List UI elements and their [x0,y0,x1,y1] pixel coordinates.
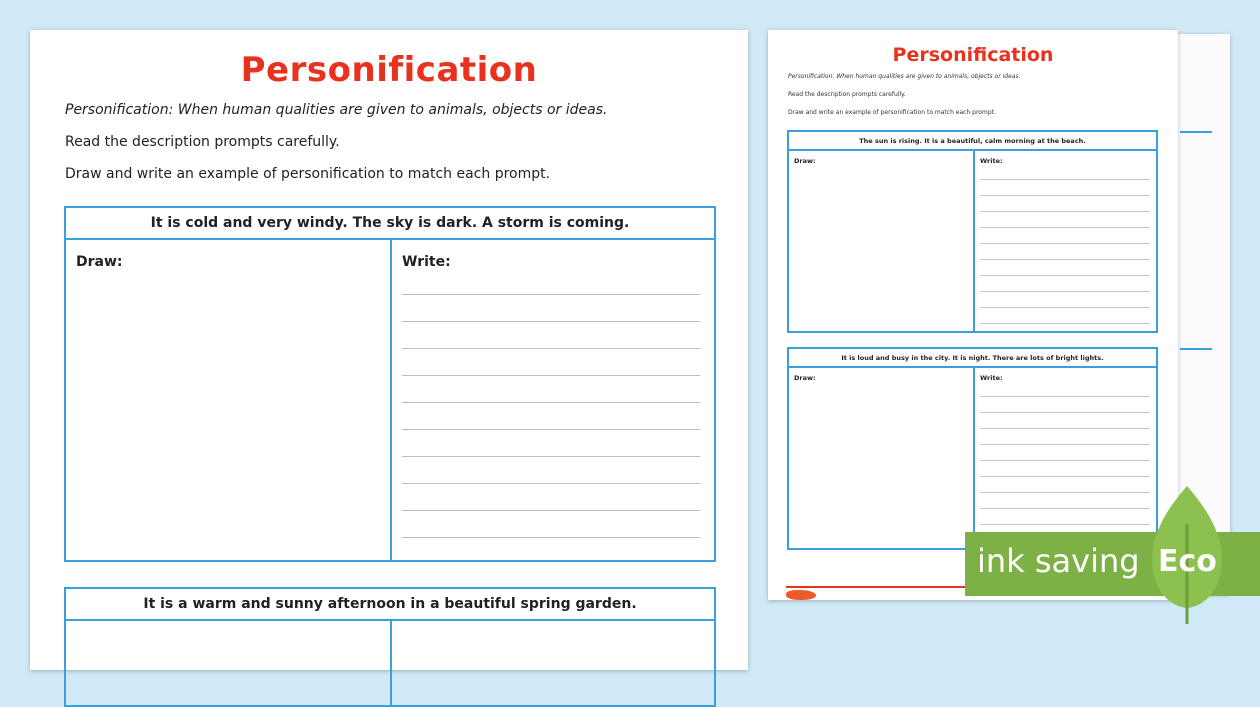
preview-instruction-read: Read the description prompts carefully. [788,91,906,98]
instruction-draw-write: Draw and write an example of personification to match each prompt. [65,166,551,182]
definition-text: Personification: When human qualities are given to animals, objects or ideas. [65,102,608,118]
preview-write-label: Write: [980,374,1003,382]
preview-write-area [975,151,1156,331]
preview-prompt-box-1 [787,130,1158,333]
writing-line [402,456,700,457]
publisher-logo-icon [786,590,816,600]
preview-write-label: Write: [980,157,1003,165]
writing-line [980,179,1150,180]
writing-line [980,508,1150,509]
writing-line [980,211,1150,212]
writing-line [980,291,1150,292]
back-box-edge [1180,348,1212,350]
writing-line [980,524,1150,525]
eco-label: Eco [1158,544,1217,579]
writing-line [980,259,1150,260]
preview-prompt-text: It is loud and busy in the city. It is night. There are lots of bright lights. [789,349,1156,368]
writing-line [402,321,700,322]
preview-draw-area [789,151,975,331]
back-box-edge [1180,131,1212,133]
draw-label: Draw: [76,254,123,270]
write-label: Write: [402,254,451,270]
worksheet-title: Personification [240,50,538,90]
writing-line [402,537,700,538]
writing-line [402,429,700,430]
prompt-box-2 [64,587,716,707]
preview-definition: Personification: When human qualities are given to animals, objects or ideas. [788,73,1021,80]
prompt-text: It is a warm and sunny afternoon in a beautiful spring garden. [66,589,714,621]
writing-line [980,428,1150,429]
writing-line [402,294,700,295]
writing-line [980,243,1150,244]
write-area[interactable] [392,621,714,705]
write-area[interactable] [392,240,714,560]
writing-line [980,412,1150,413]
writing-line [980,195,1150,196]
instruction-read: Read the description prompts carefully. [65,134,340,150]
writing-line [402,348,700,349]
prompt-text: It is cold and very windy. The sky is dark. A storm is coming. [66,208,714,240]
preview-draw-label: Draw: [794,157,816,165]
writing-line [980,444,1150,445]
preview-draw-area [789,368,975,548]
writing-line [980,307,1150,308]
writing-line [980,323,1150,324]
preview-draw-label: Draw: [794,374,816,382]
ink-saving-text: ink saving [977,542,1140,580]
worksheet-page [30,30,748,670]
preview-page [768,30,1178,600]
writing-line [402,375,700,376]
preview-prompt-box-2 [787,347,1158,550]
writing-line [980,476,1150,477]
writing-line [980,227,1150,228]
preview-write-area [975,368,1156,548]
writing-line [980,396,1150,397]
draw-area[interactable] [66,240,392,560]
preview-instruction-draw-write: Draw and write an example of personification to match each prompt. [788,109,996,116]
writing-line [402,510,700,511]
writing-line [402,402,700,403]
preview-title: Personification [892,44,1054,66]
prompt-box-1 [64,206,716,562]
preview-prompt-text: The sun is rising. It is a beautiful, calm morning at the beach. [789,132,1156,151]
writing-line [980,460,1150,461]
writing-line [980,275,1150,276]
writing-line [980,492,1150,493]
draw-area[interactable] [66,621,392,705]
writing-line [402,483,700,484]
